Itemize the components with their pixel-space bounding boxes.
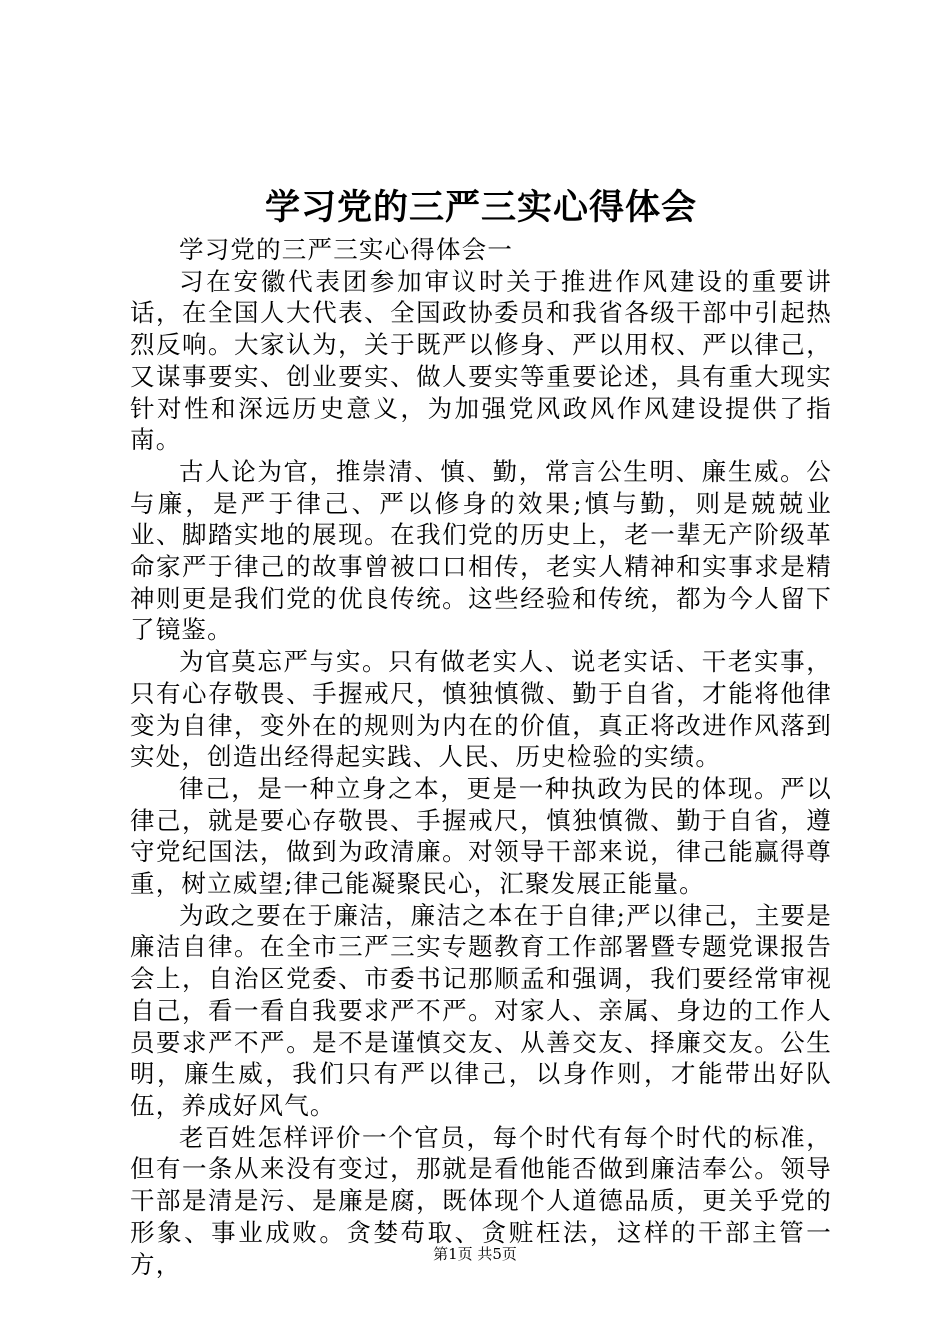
- body-paragraph: 为政之要在于廉洁，廉洁之本在于自律;严以律己，主要是廉洁自律。在全市三严三实专题教育工作部署暨专题党课报告会上，自治区党委、市委书记那顺孟和强调，我们要经常审视自己，看一看自我要求严不严。对家人、亲属、身边的工作人员要求严不严。是不是谨慎交友、从善交友、择廉交友。公生明，廉生威，我们只有严以律己，以身作则，才能带出好队伍，养成好风气。: [130, 900, 832, 1120]
- subtitle-paragraph: 学习党的三严三实心得体会一: [179, 235, 514, 264]
- body-paragraph: 习在安徽代表团参加审议时关于推进作风建设的重要讲话，在全国人大代表、全国政协委员和我省各级干部中引起热烈反响。大家认为，关于既严以修身、严以用权、严以律己，又谋事要实、创业要实、做人要实等重要论述，具有重大现实针对性和深远历史意义，为加强党风政风作风建设提供了指南。: [130, 266, 832, 455]
- page-number-footer: 第1页 共5页: [433, 1245, 517, 1263]
- document-title: 学习党的三严三实心得体会: [264, 187, 697, 228]
- body-paragraph: 古人论为官，推崇清、慎、勤，常言公生明、廉生威。公与廉，是严于律己、严以修身的效果;慎与勤，则是兢兢业业、脚踏实地的展现。在我们党的历史上，老一辈无产阶级革命家严于律己的故事曾被口口相传，老实人精神和实事求是精神则更是我们党的优良传统。这些经验和传统，都为今人留下了镜鉴。: [130, 456, 832, 645]
- body-paragraph: 律己，是一种立身之本，更是一种执政为民的体现。严以律己，就是要心存敬畏、手握戒尺，慎独慎微、勤于自省，遵守党纪国法，做到为政清廉。对领导干部来说，律己能赢得尊重，树立威望;律己能凝聚民心，汇聚发展正能量。: [130, 773, 832, 899]
- document-body: [130, 234, 832, 1280]
- body-paragraph: 为官莫忘严与实。只有做老实人、说老实话、干老实事，只有心存敬畏、手握戒尺，慎独慎微、勤于自省，才能将他律变为自律，变外在的规则为内在的价值，真正将改进作风落到实处，创造出经得起实践、人民、历史检验的实绩。: [130, 647, 832, 772]
- body-paragraph: 老百姓怎样评价一个官员，每个时代有每个时代的标准，但有一条从来没有变过，那就是看他能否做到廉洁奉公。领导干部是清是污、是廉是腐，既体现个人道德品质，更关乎党的形象、事业成败。贪婪苟取、贪赃枉法，这样的干部主管一方，: [130, 1122, 832, 1279]
